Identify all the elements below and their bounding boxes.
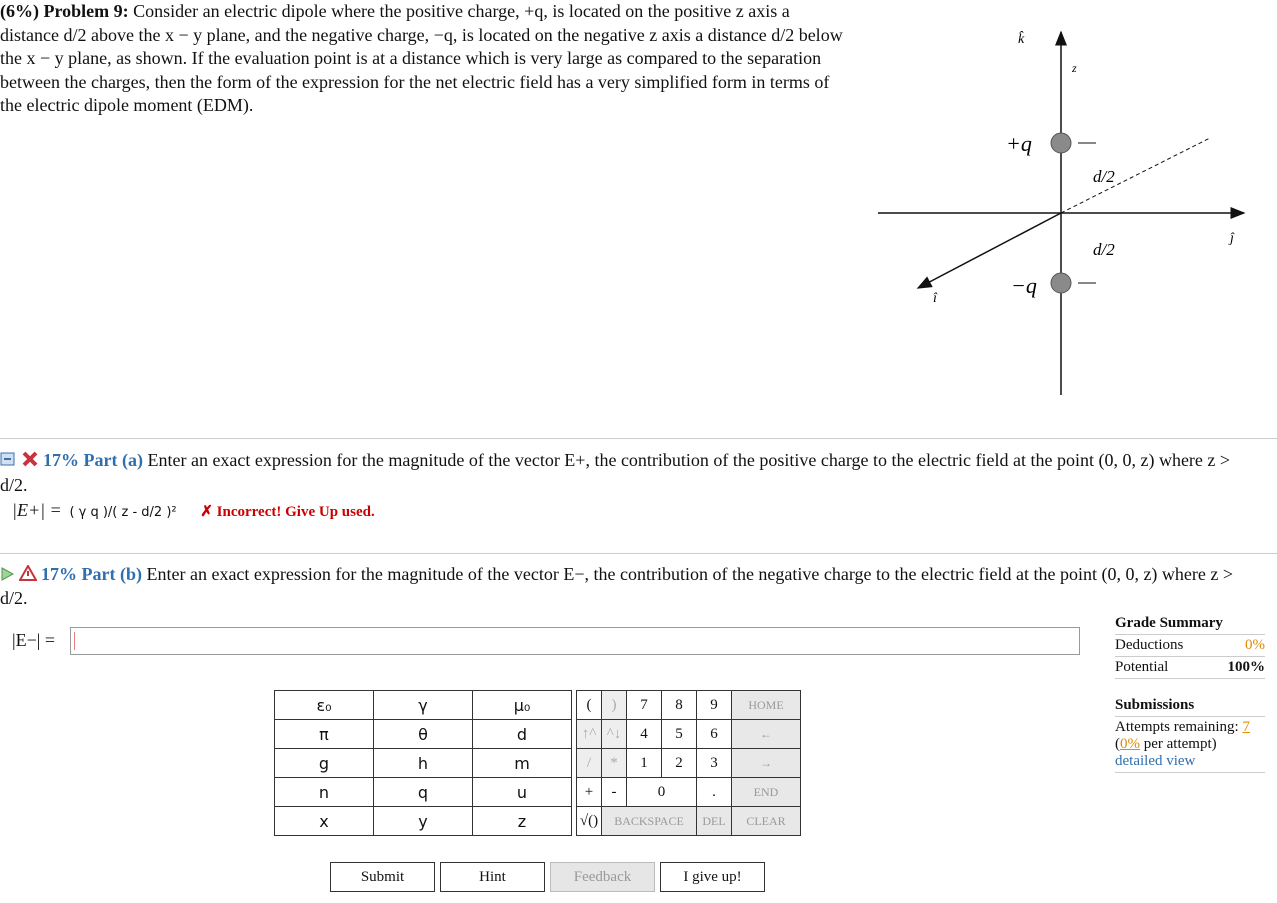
per-attempt-label: per attempt) bbox=[1143, 736, 1217, 752]
deductions-label: Deductions bbox=[1115, 637, 1184, 653]
text-caret bbox=[74, 632, 75, 650]
symbol-keypad bbox=[274, 690, 572, 836]
key-d[interactable]: d bbox=[473, 720, 572, 749]
key-g[interactable]: g bbox=[275, 749, 374, 778]
part-b-lhs: |E−| = bbox=[12, 630, 56, 650]
minus-q-label: −q bbox=[1011, 273, 1037, 298]
x-axis bbox=[918, 213, 1061, 288]
key-m[interactable]: m bbox=[473, 749, 572, 778]
key-y[interactable]: y bbox=[374, 807, 473, 836]
key-home[interactable]: HOME bbox=[732, 691, 801, 720]
key-superscript-down[interactable]: ^↓ bbox=[602, 720, 627, 749]
key-3[interactable]: 3 bbox=[697, 749, 732, 778]
key-8[interactable]: 8 bbox=[662, 691, 697, 720]
key-sqrt[interactable]: √() bbox=[577, 807, 602, 836]
key-0[interactable]: 0 bbox=[627, 778, 697, 807]
key-x[interactable]: x bbox=[275, 807, 374, 836]
key-u[interactable]: u bbox=[473, 778, 572, 807]
collapse-icon[interactable] bbox=[0, 450, 16, 473]
key-close-paren[interactable]: ) bbox=[602, 691, 627, 720]
key-q[interactable]: q bbox=[374, 778, 473, 807]
key-superscript-up[interactable]: ↑^ bbox=[577, 720, 602, 749]
part-a-answer-value: ( γ q )/( z - d/2 )² bbox=[69, 505, 177, 520]
key-gamma[interactable]: γ bbox=[374, 691, 473, 720]
problem-text: Consider an electric dipole where the positive charge, +q, is located on the positive z axis a distance d/2 above the x − y plane, and the negative charge, −q, is located on the negative z axis a distance d/2 below the x − y plane, as shown. If the evaluation point is at a distance which is very large as compared to the separation between the charges, then the form of the expression for the net electric field has a very simplified form in terms of the electric dipole moment (EDM). bbox=[0, 1, 843, 115]
deductions-row bbox=[1115, 635, 1265, 657]
key-z[interactable]: z bbox=[473, 807, 572, 836]
detailed-view-link[interactable]: detailed view bbox=[1115, 753, 1265, 773]
part-a-header: 17% Part (a) bbox=[43, 450, 143, 470]
attempts-label: Attempts remaining: bbox=[1115, 719, 1239, 735]
attempts-row bbox=[1115, 717, 1265, 736]
key-7[interactable]: 7 bbox=[627, 691, 662, 720]
key-1[interactable]: 1 bbox=[627, 749, 662, 778]
key-open-paren[interactable]: ( bbox=[577, 691, 602, 720]
key-2[interactable]: 2 bbox=[662, 749, 697, 778]
give-up-button[interactable]: I give up! bbox=[660, 862, 765, 892]
part-a-text: Enter an exact expression for the magnitude of the vector E+, the contribution of the positive charge to the electric field at the point (0, 0, z) where z > d/2. bbox=[0, 450, 1231, 495]
warning-icon bbox=[19, 564, 37, 587]
key-mu0[interactable]: μ₀ bbox=[473, 691, 572, 720]
grade-summary-title: Grade Summary bbox=[1115, 615, 1265, 635]
incorrect-icon bbox=[21, 450, 39, 474]
per-attempt-row: (0% per attempt) bbox=[1115, 736, 1217, 752]
potential-row bbox=[1115, 657, 1265, 679]
deductions-value: 0% bbox=[1245, 637, 1265, 653]
key-4[interactable]: 4 bbox=[627, 720, 662, 749]
key-left-arrow[interactable]: ← bbox=[732, 720, 801, 749]
negative-charge bbox=[1051, 273, 1071, 293]
part-b bbox=[0, 563, 1260, 610]
problem-statement bbox=[0, 0, 850, 118]
key-minus[interactable]: - bbox=[602, 778, 627, 807]
key-divide[interactable]: / bbox=[577, 749, 602, 778]
d-half-top-label: d/2 bbox=[1093, 167, 1115, 186]
key-right-arrow[interactable]: → bbox=[732, 749, 801, 778]
k-hat-label: k̂ bbox=[1018, 32, 1025, 47]
answer-input[interactable] bbox=[70, 627, 1080, 655]
play-icon[interactable] bbox=[0, 564, 14, 587]
key-end[interactable]: END bbox=[732, 778, 801, 807]
key-plus[interactable]: + bbox=[577, 778, 602, 807]
z-label: z bbox=[1072, 61, 1077, 75]
key-n[interactable]: n bbox=[275, 778, 374, 807]
key-decimal[interactable]: . bbox=[697, 778, 732, 807]
key-backspace[interactable]: BACKSPACE bbox=[602, 807, 697, 836]
hint-button[interactable]: Hint bbox=[440, 862, 545, 892]
key-9[interactable]: 9 bbox=[697, 691, 732, 720]
submissions-title: Submissions bbox=[1115, 697, 1265, 717]
part-a-answer bbox=[12, 500, 375, 521]
key-pi[interactable]: π bbox=[275, 720, 374, 749]
dashed-line bbox=[1061, 138, 1210, 213]
per-attempt-value: 0% bbox=[1120, 736, 1140, 752]
attempts-value: 7 bbox=[1242, 719, 1250, 735]
key-del[interactable]: DEL bbox=[697, 807, 732, 836]
feedback-button[interactable]: Feedback bbox=[550, 862, 655, 892]
plus-q-label: +q bbox=[1006, 131, 1032, 156]
key-5[interactable]: 5 bbox=[662, 720, 697, 749]
key-epsilon0[interactable]: ε₀ bbox=[275, 691, 374, 720]
key-theta[interactable]: θ bbox=[374, 720, 473, 749]
potential-label: Potential bbox=[1115, 659, 1169, 675]
grade-summary bbox=[1115, 615, 1265, 773]
part-a-status: ✗ Incorrect! Give Up used. bbox=[200, 504, 375, 520]
key-h[interactable]: h bbox=[374, 749, 473, 778]
key-6[interactable]: 6 bbox=[697, 720, 732, 749]
i-hat-label: î bbox=[933, 291, 937, 306]
d-half-bottom-label: d/2 bbox=[1093, 240, 1115, 259]
part-b-text: Enter an exact expression for the magnitude of the vector E−, the contribution of the negative charge to the electric field at the point (0, 0, z) where z > d/2. bbox=[0, 564, 1234, 609]
dipole-figure bbox=[870, 20, 1260, 400]
key-multiply[interactable]: * bbox=[602, 749, 627, 778]
potential-value: 100% bbox=[1227, 659, 1265, 675]
numeric-keypad bbox=[576, 690, 801, 836]
divider-a bbox=[0, 438, 1277, 439]
problem-label: (6%) Problem 9: bbox=[0, 1, 129, 21]
divider-b bbox=[0, 553, 1277, 554]
key-clear[interactable]: CLEAR bbox=[732, 807, 801, 836]
part-a-lhs: |E+| = bbox=[12, 500, 62, 520]
part-b-header: 17% Part (b) bbox=[41, 564, 142, 584]
part-a bbox=[0, 449, 1260, 497]
submit-button[interactable]: Submit bbox=[330, 862, 435, 892]
j-hat-label: ĵ bbox=[1230, 231, 1234, 246]
positive-charge bbox=[1051, 133, 1071, 153]
